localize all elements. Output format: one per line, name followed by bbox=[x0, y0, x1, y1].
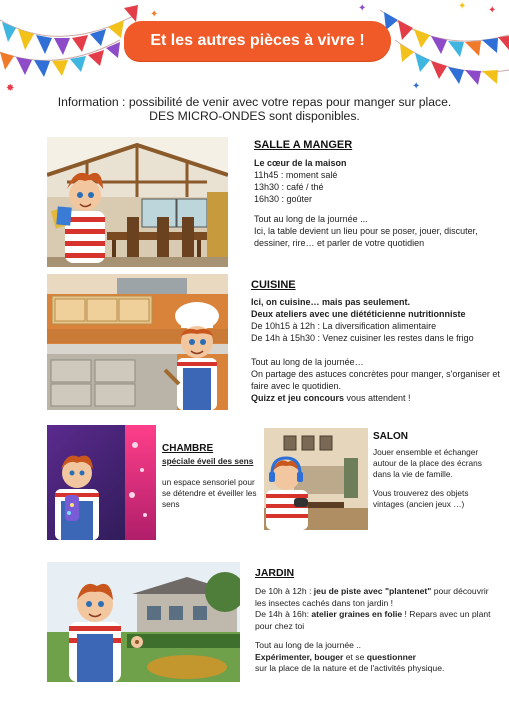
jardin-p2c: questionner bbox=[366, 651, 416, 662]
section-heading-salle: SALLE A MANGER bbox=[254, 139, 353, 151]
salle-time-1: 11h45 : moment salé bbox=[254, 170, 338, 180]
chambre-description: un espace sensoriel pour se détendre et éveiller les sens bbox=[162, 477, 257, 509]
salle-text bbox=[254, 157, 494, 249]
cuisine-para-1: Tout au long de la journée… bbox=[251, 357, 364, 367]
jardin-l1b: jeu de piste avec "plantenet" bbox=[313, 586, 432, 596]
cuisine-line-3: De 10h15 à 12h : La diversification alimentaire bbox=[251, 321, 437, 331]
salle-time-3: 16h30 : goûter bbox=[254, 194, 313, 204]
info-text bbox=[20, 95, 489, 123]
jardin-l1a: De 10h à 12h : bbox=[255, 586, 314, 596]
bedroom-sensory-photo bbox=[47, 425, 156, 540]
cuisine-para-3-rest: vous attendent ! bbox=[344, 393, 411, 403]
salle-para-2: Ici, la table devient un lieu pour se poser, jouer, discuter, dessiner, rire… et parler de votre quotidien bbox=[254, 226, 478, 248]
jardin-text bbox=[255, 586, 495, 675]
section-heading-chambre: CHAMBRE bbox=[162, 443, 214, 454]
garden-photo bbox=[47, 562, 240, 682]
salle-time-2: 13h30 : café / thé bbox=[254, 182, 324, 192]
kitchen-photo bbox=[47, 274, 228, 410]
cuisine-para-3-bold: Quizz et jeu concours bbox=[251, 393, 345, 403]
cuisine-para-2: On partage des astuces concrètes pour manger, s'organiser et faire avec le quotidien. bbox=[251, 369, 500, 391]
star-icon: ✦ bbox=[488, 5, 497, 16]
star-icon: ✦ bbox=[150, 9, 159, 20]
jardin-l2a: De 14h à 16h: bbox=[255, 609, 312, 619]
salle-para-1: Tout au long de la journée ... bbox=[254, 214, 368, 224]
cuisine-text bbox=[251, 296, 501, 404]
jardin-l1c: pour découvrir les insectes cachés dans ton jardin ! bbox=[255, 586, 489, 608]
chambre-subheading: spéciale éveil des sens bbox=[162, 456, 254, 466]
chambre-text bbox=[162, 456, 262, 510]
section-heading-cuisine: CUISINE bbox=[251, 279, 296, 291]
cuisine-line-4: De 14h à 15h30 : Venez cuisiner les restes dans le frigo bbox=[251, 333, 474, 343]
star-icon: ✦ bbox=[458, 1, 467, 12]
jardin-l2c: ! Repars avec un plant pour chez toi bbox=[255, 609, 491, 631]
jardin-l2b: atelier graines en folie bbox=[311, 609, 403, 619]
salon-text-2: Vous trouverez des objets vintages (ancien jeux …) bbox=[373, 488, 469, 509]
page-title: Et les autres pièces à vivre ! bbox=[150, 32, 365, 49]
star-icon: ✦ bbox=[358, 3, 367, 14]
jardin-p2b: et se bbox=[343, 651, 367, 662]
jardin-p1: Tout au long de la journée .. bbox=[255, 640, 362, 650]
info-line-2: DES MICRO-ONDES sont disponibles. bbox=[149, 109, 360, 123]
star-icon: ✦ bbox=[412, 81, 421, 92]
living-room-photo bbox=[264, 428, 368, 530]
salon-text-1: Jouer ensemble et échanger autour de la place des écrans dans la vie de famille. bbox=[373, 447, 482, 479]
section-heading-salon: SALON bbox=[373, 431, 408, 442]
cuisine-line-1: Ici, on cuisine… mais pas seulement. bbox=[251, 297, 411, 307]
title-banner bbox=[124, 21, 391, 61]
salle-subtitle: Le cœur de la maison bbox=[254, 158, 347, 168]
salon-text bbox=[373, 447, 493, 510]
jardin-p2d: sur la place de la nature et de l'activités physique. bbox=[255, 663, 445, 673]
jardin-p2a: Expérimenter, bouger bbox=[255, 651, 344, 662]
dining-room-photo bbox=[47, 137, 228, 267]
cuisine-line-2: Deux ateliers avec une diététicienne nutritionniste bbox=[251, 309, 466, 319]
star-icon: ✸ bbox=[6, 83, 15, 94]
info-line-1: Information : possibilité de venir avec votre repas pour manger sur place. bbox=[57, 95, 452, 109]
section-heading-jardin: JARDIN bbox=[255, 567, 295, 579]
